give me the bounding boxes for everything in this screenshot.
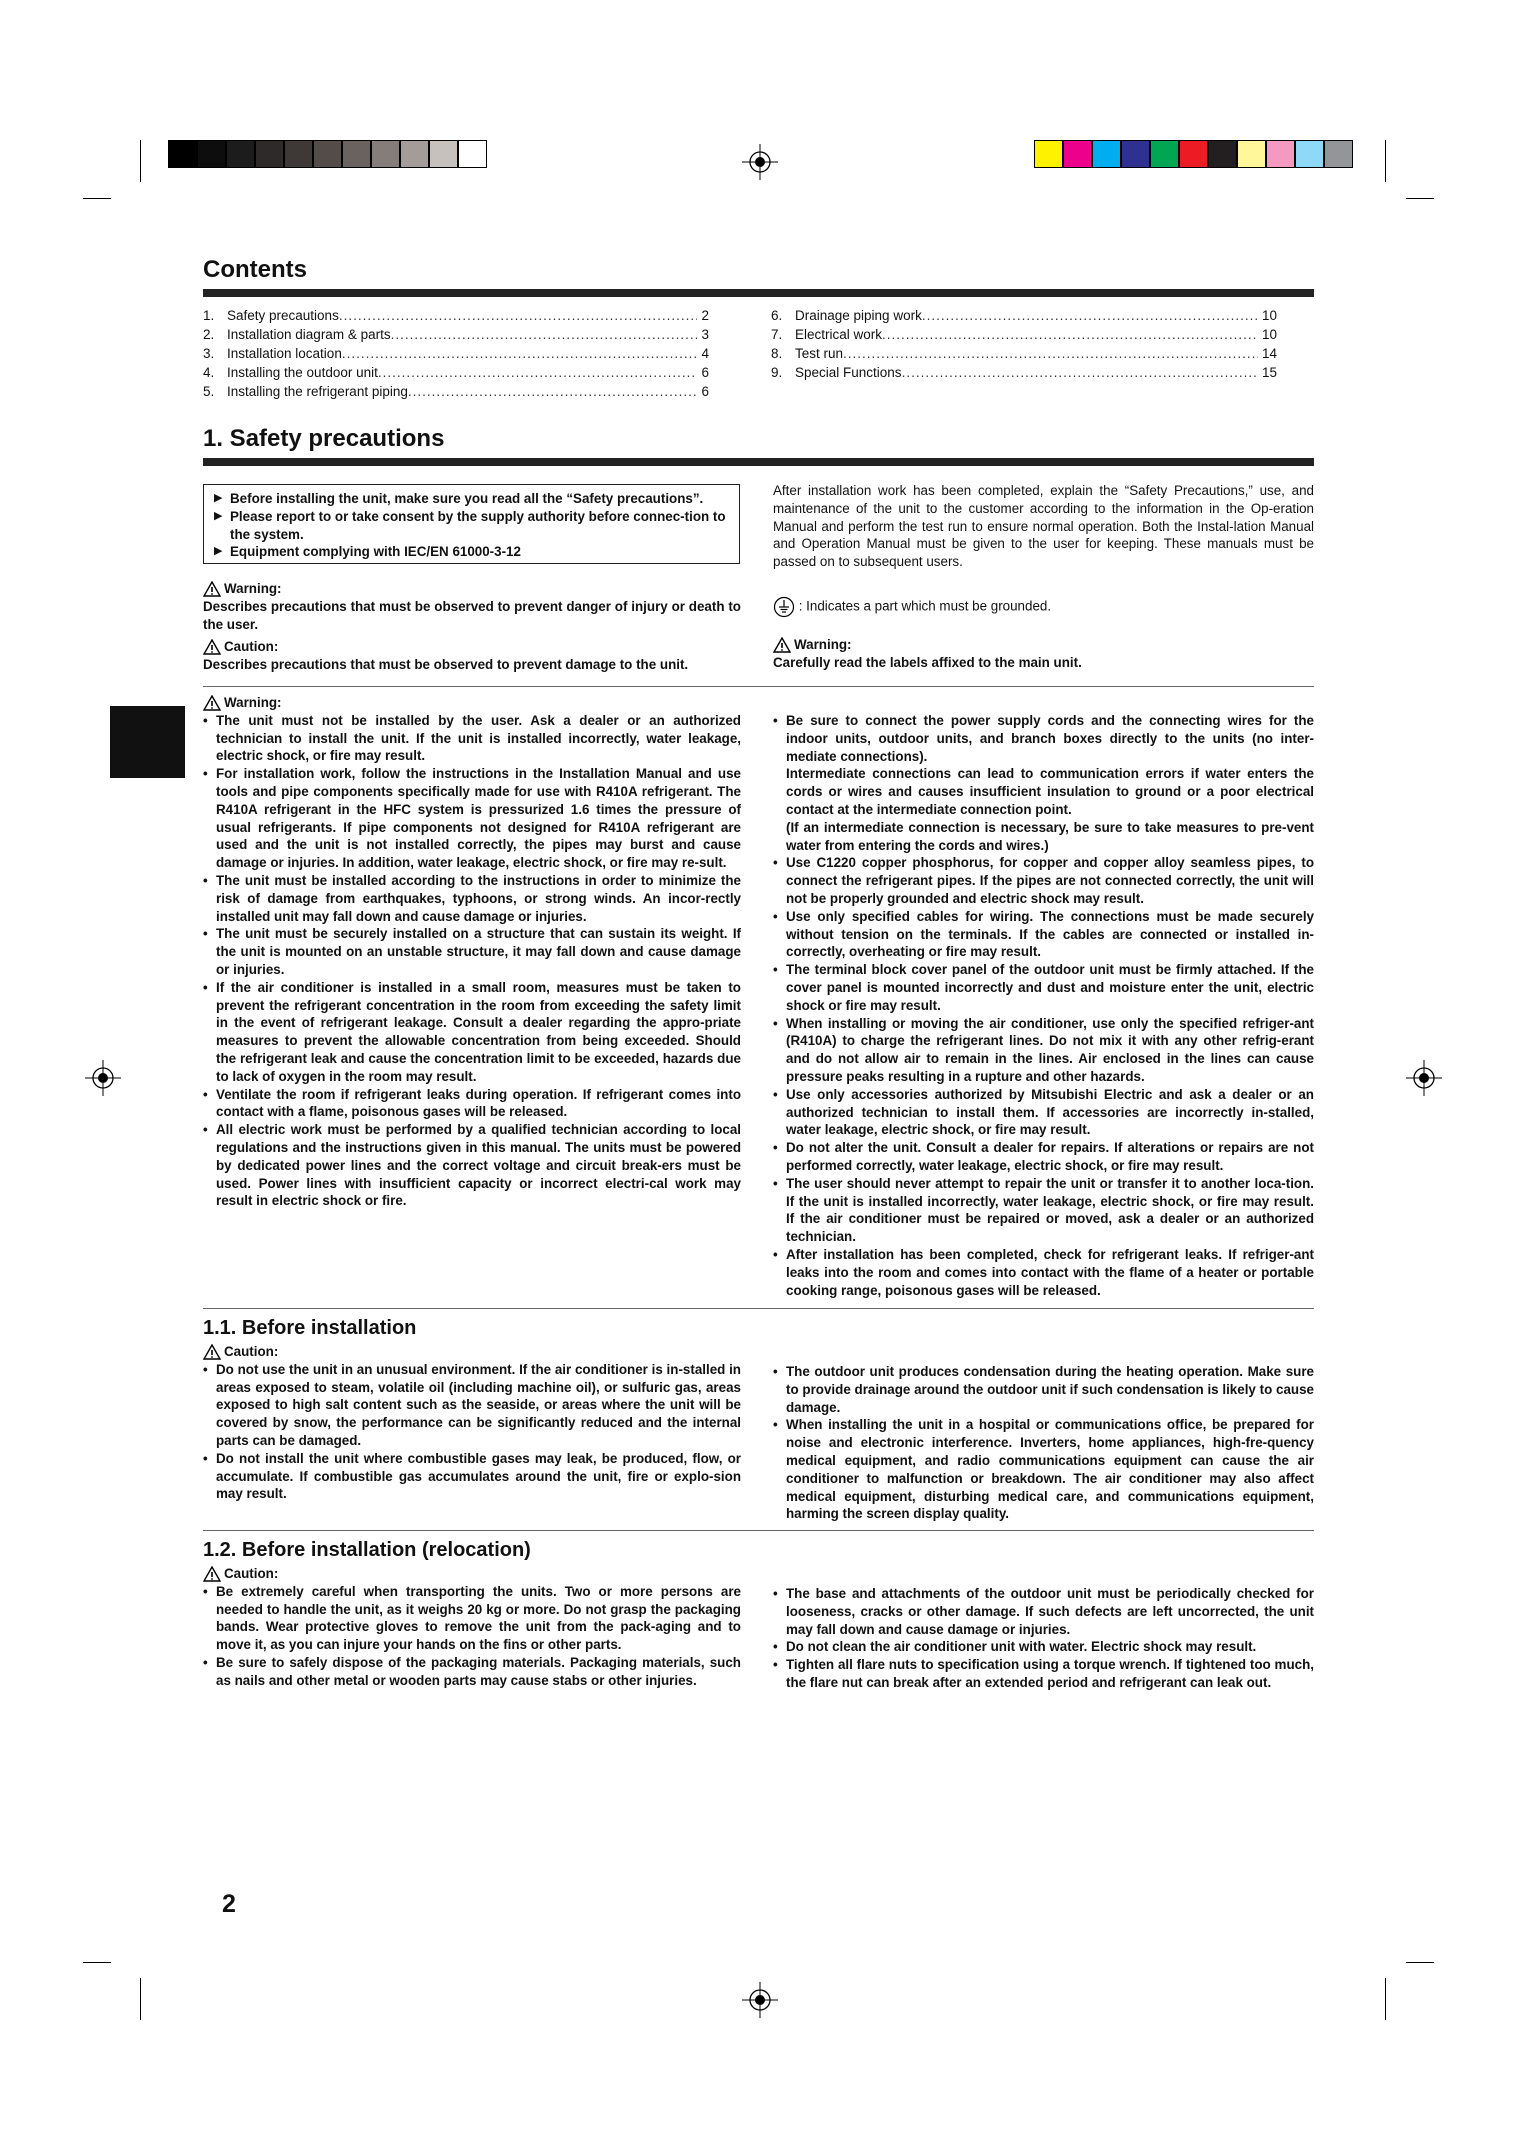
crop-mark [1385,1978,1386,2020]
bullet-item: • Do not alter the unit. Consult a dealer for repairs. If alterations or repairs are not performed correctly, water leakage, electric shock, or fire may result. [773,1139,1314,1175]
toc-leader [339,306,698,325]
bullet-item: • Be extremely careful when transporting the units. Two or more persons are needed to handle the unit, as it weighs 20 kg or more. Do not grasp the packaging bands. Wear protective gloves to remove the unit from the pack-aging and to move it, as you can injure your hands on the fins or other parts. [203,1583,741,1654]
color-swatch [1179,140,1208,168]
caution-triangle-icon [203,1344,221,1360]
bullet-item: • Ventilate the room if refrigerant leaks during operation. If refrigerant comes into contact with a flame, poisonous gases will be released. [203,1086,741,1122]
color-swatch [197,140,226,168]
toc-label: Special Functions [795,365,902,380]
toc-label: Electrical work [795,327,883,342]
toc-number: 8. [771,346,783,361]
bullet-item: • Be sure to safely dispose of the packaging materials. Packaging materials, such as nails and other metal or wooden parts may cause stabs or other injuries. [203,1654,741,1690]
toc-entry[interactable] [771,363,1277,382]
toc-number: 7. [771,327,783,342]
toc-entry[interactable] [771,344,1277,363]
warning-triangle-icon [203,581,221,597]
bullet-item: • For installation work, follow the instructions in the Installation Manual and use tools and pipe components specifically made for use with R410A refrigerant. The R410A refrigerant in the HFC system is pressurized 1.6 times the pressure of usual refrigerants. If pipe components not designed for R410A refrigerant are used and the unit is not installed correctly, the pipes may burst and cause damage or injuries. In addition, water leakage, electric shock, or fire may re-sult. [203,765,741,872]
crop-mark [1385,140,1386,182]
color-swatch [1150,140,1179,168]
before-installation-title: 1.1. Before installation [203,1317,417,1339]
bullet-item: • When installing or moving the air conditioner, use only the specified refriger-ant (R410A) to charge the refrigerant lines. Do not mix it with any other refrig-erant and do not allow air to remain in the lines. Air enclosed in the lines can cause pressure peaks resulting in a rupture and other hazards. [773,1015,1314,1086]
toc-label: Installing the refrigerant piping [227,384,408,399]
bullet-item: • Do not install the unit where combustible gases may leak, be produced, flow, or accumulate. If combustible gas accumulates around the unit, fire or explo-sion may result. [203,1450,741,1503]
toc-number: 2. [203,327,215,342]
notice-item: ▶ Before installing the unit, make sure you read all the “Safety precautions”. [214,491,704,506]
contents-rule [203,289,1314,297]
color-swatch [1208,140,1237,168]
warning-definition: Warning: Describes precautions that must be observed to prevent danger of injury or death to the user. [203,581,741,632]
warning-triangle-icon [773,637,791,653]
bullet-item: • After installation has been completed, check for refrigerant leaks. If refriger-ant leaks into the room and comes into contact with the flame of a heater or portable cooking range, poisonous gases will be released. [773,1246,1314,1299]
crop-mark [83,198,111,199]
toc-page: 6 [701,384,709,399]
crop-mark [1406,198,1434,199]
toc-page: 6 [701,365,709,380]
bullet-item: • Be sure to connect the power supply cords and the connecting wires for the indoor units, outdoor units, and branch boxes directly to the units (no inter-mediate connections). Intermediate connections can lead to communication errors if water enters the cords or wires and causes insufficient insulation to ground or a poor electrical contact at the intermediate connection point. (If an intermediate connection is necessary, be sure to take measures to pre-vent water from entering the cords and wires.) [773,712,1314,854]
bullet-item: • Do not clean the air conditioner unit with water. Electric shock may result. [773,1638,1314,1656]
toc-page: 10 [1261,327,1277,342]
registration-mark-icon [1406,1060,1442,1096]
notice-item: ▶ Equipment complying with IEC/EN 61000-3-12 [214,544,521,560]
color-swatch [284,140,313,168]
bullet-item: • Use only accessories authorized by Mitsubishi Electric and ask a dealer or an authorized technician to install them. If accessories are incorrectly in-stalled, water leakage, electric shock, or fire may result. [773,1086,1314,1139]
divider [203,1530,1314,1531]
toc-label: Installation diagram & parts [227,327,391,342]
bullet-item: • When installing the unit in a hospital or communications office, be prepared for noise and electronic interference. Inverters, home appliances, high-fre-quency medical equipment, and radio communications equipment can cause the air conditioner to malfunction or breakdown. The air conditioner may also affect medical equipment, disturbing medical care, and communications equipment, harming the screen display quality. [773,1416,1314,1523]
toc-leader [391,325,698,344]
divider [203,686,1314,687]
color-swatch [429,140,458,168]
notice-box [203,484,740,564]
color-swatch [1121,140,1150,168]
bullet-item: • Use C1220 copper phosphorus, for copper and copper alloy seamless pipes, to connect the refrigerant pipes. If the pipes are not connected correctly, the unit will not be properly grounded and electric shock may result. [773,854,1314,907]
color-swatch [313,140,342,168]
arrow-icon: ▶ [214,492,223,504]
bullet-item: • The base and attachments of the outdoor unit must be periodically checked for looseness, cracks or other damage. If such defects are left uncorrected, the unit may fall down and cause damage or injuries. [773,1585,1314,1638]
warnings-right [773,712,1314,1299]
caution-triangle-icon [203,639,221,655]
toc-leader [882,325,1258,344]
toc-leader [843,344,1258,363]
toc-leader [922,306,1258,325]
toc-right-column [771,306,1277,382]
color-swatch [371,140,400,168]
toc-label: Safety precautions [227,308,339,323]
bullet-item: • Use only specified cables for wiring. The connections must be made securely without tension on the terminals. If the cables are connected or installed in-correctly, overheating or fire may result. [773,908,1314,961]
toc-number: 4. [203,365,215,380]
color-swatch [1295,140,1324,168]
color-bar [1034,140,1353,168]
toc-label: Installing the outdoor unit [227,365,378,380]
intro-paragraph: After installation work has been completed, explain the “Safety Precautions,” use, and maintenance of the unit to the customer according to the information in the Op-eration Manual and perform the test run to ensure normal operation. Both the Instal-lation Manual and Operation Manual must be given to the user for keeping. These manuals must be passed on to subsequent users. [773,483,1314,570]
toc-number: 9. [771,365,783,380]
color-swatch [1034,140,1063,168]
toc-left-column [203,306,709,401]
bullet-item: • The unit must be securely installed on a structure that can sustain its weight. If the unit is mounted on an unstable structure, it may fall down and cause damage or injuries. [203,925,741,978]
color-swatch [1063,140,1092,168]
toc-page: 4 [701,346,709,361]
toc-number: 6. [771,308,783,323]
label-warning: Warning: Carefully read the labels affixed to the main unit. [773,637,1082,670]
toc-entry[interactable] [203,363,709,382]
bullet-item: • If the air conditioner is installed in a small room, measures must be taken to prevent the refrigerant concentration in the room from exceeding the safety limit in the event of refrigerant leakage. Consult a dealer regarding the appro-priate measures to prevent the allowable concentration from being exceeded. Should the refrigerant leak and cause the concentration limit to be exceeded, hazards due to lack of oxygen in the room may result. [203,979,741,1086]
crop-mark [1406,1962,1434,1963]
divider [203,1308,1314,1309]
toc-leader [342,344,698,363]
notice-item: ▶ Please report to or take consent by the supply authority before connec-tion to the system. [214,508,726,542]
toc-page: 2 [701,308,709,323]
arrow-icon: ▶ [214,545,223,558]
ground-definition: : Indicates a part which must be grounded. [773,596,1314,618]
toc-page: 10 [1261,308,1277,323]
color-swatch [1324,140,1353,168]
color-swatch [1237,140,1266,168]
page-number: 2 [222,1890,236,1918]
bullet-item: • The terminal block cover panel of the outdoor unit must be firmly attached. If the cover panel is mounted incorrectly and dust and moisture enter the unit, electric shock or fire may result. [773,961,1314,1014]
safety-rule [203,458,1314,466]
toc-number: 5. [203,384,215,399]
registration-mark-icon [85,1060,121,1096]
toc-entry[interactable] [203,306,709,325]
contents-title: Contents [203,256,307,283]
toc-leader [902,363,1258,382]
before-installation-left: Caution: • Do not use the unit in an unusual environment. If the air conditioner is in-stalled in areas exposed to steam, volatile oil (including machine oil), or sulfuric gas, areas exposed to high salt content such as the seaside, or areas where the unit will be covered by snow, the performance can be significantly reduced and the internal parts can be damaged. • Do not install the unit where combustible gases may leak, be produced, flow, or accumulate. If combustible gas accumulates around the unit, fire or explo-sion may result. [203,1343,741,1503]
toc-entry[interactable] [771,325,1277,344]
toc-number: 3. [203,346,215,361]
toc-page: 3 [701,327,709,342]
ground-icon [773,596,795,618]
relocation-title: 1.2. Before installation (relocation) [203,1539,531,1561]
color-swatch [342,140,371,168]
toc-label: Drainage piping work [795,308,922,323]
toc-leader [378,363,698,382]
toc-label: Test run [795,346,844,361]
color-swatch [168,140,197,168]
color-swatch [400,140,429,168]
toc-page: 14 [1261,346,1277,361]
bullet-item: • All electric work must be performed by a qualified technician according to local regulations and the instructions given in this manual. The units must be powered by dedicated power lines and the correct voltage and circuit break-ers must be used. Power lines with insufficient capacity or incorrect electri-cal work may result in electric shock or fire. [203,1121,741,1210]
crop-mark [83,1962,111,1963]
caution-triangle-icon [203,1566,221,1582]
bullet-item: • Do not use the unit in an unusual environment. If the air conditioner is in-stalled in areas exposed to steam, volatile oil (including machine oil), or sulfuric gas, areas exposed to high salt content such as the seaside, or areas where the unit will be covered by snow, the performance can be significantly reduced and the internal parts can be damaged. [203,1361,741,1450]
warnings-left: Warning: • The unit must not be installed by the user. Ask a dealer or an authorized technician to install the unit. If the unit is installed incorrectly, water leakage, electric shock, or fire may result. • For installation work, follow the instructions in the Installation Manual and use tools and pipe components specifically made for use with R410A refrigerant. The R410A refrigerant in the HFC system is pressurized 1.6 times the pressure of usual refrigerants. If pipe components not designed for R410A refrigerant are used and the unit is not installed correctly, the pipes may burst and cause damage or injuries. In addition, water leakage, electric shock, or fire may re-sult. • The unit must be installed according to the instructions in order to minimize the risk of damage from earthquakes, typhoons, or strong winds. An incor-rectly installed unit may fall down and cause damage or injuries. • The unit must be securely installed on a structure that can sustain its weight. If the unit is mounted on an unstable structure, it may fall down and cause damage or injuries. • If the air conditioner is installed in a small room, measures must be taken to prevent the refrigerant concentration in the room from exceeding the safety limit in the event of refrigerant leakage. Consult a dealer regarding the appro-priate measures to prevent the allowable concentration from being exceeded. Should the refrigerant leak and cause the concentration limit to be exceeded, hazards due to lack of oxygen in the room may result. • Ventilate the room if refrigerant leaks during operation. If refrigerant comes into contact with a flame, poisonous gases will be released. • All electric work must be performed by a qualified technician according to local regulations and the instructions given in this manual. The units must be powered by dedicated power lines and the correct voltage and circuit break-ers must be used. Power lines with insufficient capacity or incorrect electri-cal work may result in electric shock or fire. [203,694,741,1210]
color-swatch [255,140,284,168]
color-swatch [1266,140,1295,168]
safety-title: 1. Safety precautions [203,425,445,452]
toc-entry[interactable] [203,382,709,401]
bullet-item: • The unit must be installed according to the instructions in order to minimize the risk of damage from earthquakes, typhoons, or strong winds. An incor-rectly installed unit may fall down and cause damage or injuries. [203,872,741,925]
bullet-item: • The user should never attempt to repair the unit or transfer it to another loca-tion. If the unit is installed incorrectly, water leakage, electric shock, or fire may result. If the air conditioner must be repaired or moved, ask a dealer or an authorized technician. [773,1175,1314,1246]
warning-triangle-icon [203,695,221,711]
crop-mark [140,140,141,182]
toc-entry[interactable] [203,325,709,344]
relocation-right [773,1585,1314,1692]
toc-label: Installation location [227,346,342,361]
grayscale-bar [168,140,487,168]
registration-mark-icon [742,144,778,180]
color-swatch [1092,140,1121,168]
relocation-left: Caution: • Be extremely careful when transporting the units. Two or more persons are needed to handle the unit, as it weighs 20 kg or more. Do not grasp the packaging bands. Wear protective gloves to remove the unit from the pack-aging and to move it, as you can injure your hands on the fins or other parts. • Be sure to safely dispose of the packaging materials. Packaging materials, such as nails and other metal or wooden parts may cause stabs or other injuries. [203,1565,741,1690]
toc-leader [408,382,698,401]
caution-definition: Caution: Describes precautions that must be observed to prevent damage to the unit. [203,639,689,672]
registration-mark-icon [742,1982,778,2018]
section-tab [110,706,185,778]
before-installation-right [773,1363,1314,1523]
arrow-icon: ▶ [214,509,223,522]
toc-number: 1. [203,308,215,323]
crop-mark [140,1978,141,2020]
toc-entry[interactable] [771,306,1277,325]
color-swatch [226,140,255,168]
toc-entry[interactable] [203,344,709,363]
bullet-item: • The unit must not be installed by the user. Ask a dealer or an authorized technician to install the unit. If the unit is installed incorrectly, water leakage, electric shock, or fire may result. [203,712,741,765]
bullet-item: • Tighten all flare nuts to specification using a torque wrench. If tightened too much, the flare nut can break after an extended period and refrigerant can leak out. [773,1656,1314,1692]
color-swatch [458,140,487,168]
toc-page: 15 [1261,365,1277,380]
bullet-item: • The outdoor unit produces condensation during the heating operation. Make sure to provide drainage around the outdoor unit if such condensation is likely to cause damage. [773,1363,1314,1416]
